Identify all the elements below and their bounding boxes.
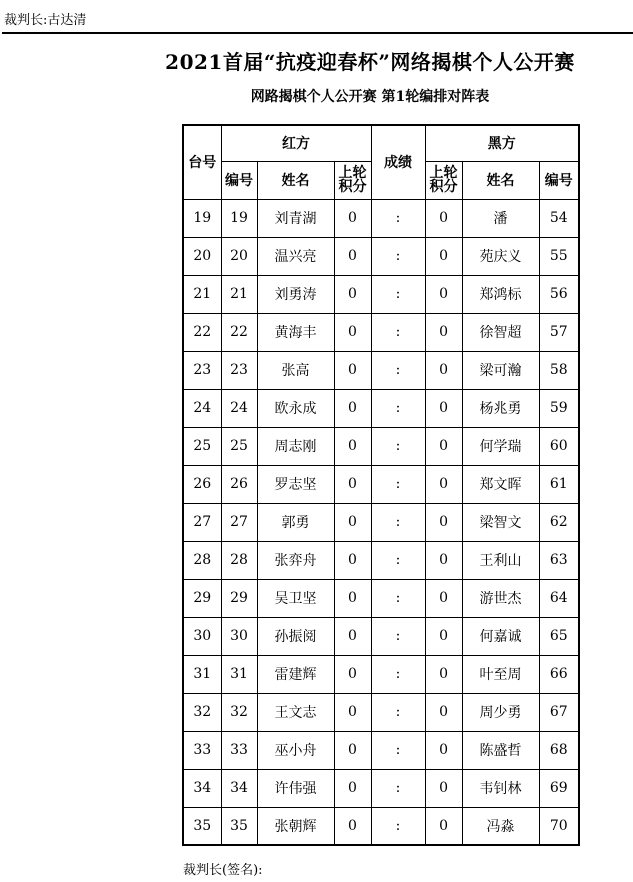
- black-number-cell: 70: [539, 807, 579, 845]
- result-cell: :: [371, 769, 425, 807]
- table-row: [183, 541, 579, 579]
- red-name-cell: 温兴亮: [257, 237, 334, 275]
- result-cell: :: [371, 427, 425, 465]
- table-row: [183, 655, 579, 693]
- red-score-cell: 0: [334, 465, 371, 503]
- black-number-cell: 64: [539, 579, 579, 617]
- red-number-cell: 28: [221, 541, 257, 579]
- result-cell: :: [371, 389, 425, 427]
- red-name-cell: 周志刚: [257, 427, 334, 465]
- red-name-cell: 孙振阅: [257, 617, 334, 655]
- black-number-cell: 65: [539, 617, 579, 655]
- black-name-cell: 何嘉诚: [462, 617, 539, 655]
- black-name-cell: 梁智文: [462, 503, 539, 541]
- black-number-cell: 58: [539, 351, 579, 389]
- black-number-cell: 60: [539, 427, 579, 465]
- table-row: [183, 351, 579, 389]
- red-score-cell: 0: [334, 313, 371, 351]
- red-score-cell: 0: [334, 731, 371, 769]
- black-score-cell: 0: [425, 541, 462, 579]
- result-cell: :: [371, 731, 425, 769]
- red-name-cell: 张高: [257, 351, 334, 389]
- table-no-cell: 34: [183, 769, 221, 807]
- red-score-cell: 0: [334, 503, 371, 541]
- red-name-cell: 许伟强: [257, 769, 334, 807]
- red-score-cell: 0: [334, 389, 371, 427]
- red-number-cell: 27: [221, 503, 257, 541]
- table-row: [183, 617, 579, 655]
- table-no-cell: 21: [183, 275, 221, 313]
- result-cell: :: [371, 579, 425, 617]
- black-number-cell: 68: [539, 731, 579, 769]
- black-name-cell: 郑鸿标: [462, 275, 539, 313]
- red-number-cell: 35: [221, 807, 257, 845]
- table-no-cell: 32: [183, 693, 221, 731]
- result-cell: :: [371, 541, 425, 579]
- red-number-cell: 25: [221, 427, 257, 465]
- header-divider: [2, 32, 633, 34]
- result-cell: :: [371, 237, 425, 275]
- red-number-cell: 23: [221, 351, 257, 389]
- black-score-cell: 0: [425, 199, 462, 237]
- table-row: [183, 503, 579, 541]
- red-number-cell: 22: [221, 313, 257, 351]
- pairing-rows: [183, 199, 579, 845]
- black-score-cell: 0: [425, 617, 462, 655]
- result-cell: :: [371, 617, 425, 655]
- red-number-cell: 30: [221, 617, 257, 655]
- black-name-cell: 郑文晖: [462, 465, 539, 503]
- black-score-cell: 0: [425, 313, 462, 351]
- red-name-cell: 王文志: [257, 693, 334, 731]
- black-name-cell: 周少勇: [462, 693, 539, 731]
- black-name-cell: 何学瑞: [462, 427, 539, 465]
- red-name-cell: 张朝辉: [257, 807, 334, 845]
- table-row: [183, 807, 579, 845]
- black-number-cell: 54: [539, 199, 579, 237]
- result-cell: :: [371, 503, 425, 541]
- red-score-cell: 0: [334, 807, 371, 845]
- table-no-cell: 19: [183, 199, 221, 237]
- result-cell: :: [371, 693, 425, 731]
- black-number-cell: 61: [539, 465, 579, 503]
- table-row: [183, 237, 579, 275]
- red-number-cell: 34: [221, 769, 257, 807]
- header-black-prev-score: 上轮积分: [425, 161, 462, 199]
- table-row: [183, 769, 579, 807]
- table-no-cell: 35: [183, 807, 221, 845]
- table-row: [183, 389, 579, 427]
- red-score-cell: 0: [334, 579, 371, 617]
- result-cell: :: [371, 275, 425, 313]
- header-red-prev-score: 上轮积分: [334, 161, 371, 199]
- header-red-name: 姓名: [257, 161, 334, 199]
- red-name-cell: 刘青湖: [257, 199, 334, 237]
- black-name-cell: 叶至周: [462, 655, 539, 693]
- black-name-cell: 陈盛哲: [462, 731, 539, 769]
- table-no-cell: 33: [183, 731, 221, 769]
- black-name-cell: 梁可瀚: [462, 351, 539, 389]
- red-score-cell: 0: [334, 427, 371, 465]
- document-subtitle: 网路揭棋个人公开赛 第1轮编排对阵表: [250, 89, 490, 105]
- black-score-cell: 0: [425, 275, 462, 313]
- black-score-cell: 0: [425, 503, 462, 541]
- black-score-cell: 0: [425, 237, 462, 275]
- black-number-cell: 55: [539, 237, 579, 275]
- header-result: 成绩: [371, 125, 425, 199]
- black-score-cell: 0: [425, 655, 462, 693]
- red-number-cell: 20: [221, 237, 257, 275]
- table-row: [183, 579, 579, 617]
- referee-header: 裁判长:古达清: [4, 13, 87, 28]
- table-row: [183, 313, 579, 351]
- black-name-cell: 苑庆义: [462, 237, 539, 275]
- red-name-cell: 雷建辉: [257, 655, 334, 693]
- result-cell: :: [371, 351, 425, 389]
- red-number-cell: 26: [221, 465, 257, 503]
- red-name-cell: 张弈舟: [257, 541, 334, 579]
- black-score-cell: 0: [425, 465, 462, 503]
- header-black-side: 黑方: [425, 125, 579, 161]
- red-score-cell: 0: [334, 351, 371, 389]
- table-no-cell: 24: [183, 389, 221, 427]
- red-score-cell: 0: [334, 199, 371, 237]
- red-name-cell: 刘勇涛: [257, 275, 334, 313]
- result-cell: :: [371, 199, 425, 237]
- red-number-cell: 21: [221, 275, 257, 313]
- black-name-cell: 潘: [462, 199, 539, 237]
- header-table-no: 台号: [183, 125, 221, 199]
- red-score-cell: 0: [334, 655, 371, 693]
- table-row: [183, 199, 579, 237]
- black-number-cell: 62: [539, 503, 579, 541]
- document-title: 2021首届“抗疫迎春杯”网络揭棋个人公开赛: [165, 50, 575, 74]
- table-no-cell: 25: [183, 427, 221, 465]
- red-score-cell: 0: [334, 237, 371, 275]
- header-black-name: 姓名: [462, 161, 539, 199]
- table-row: [183, 427, 579, 465]
- table-row: [183, 465, 579, 503]
- table-no-cell: 30: [183, 617, 221, 655]
- red-score-cell: 0: [334, 693, 371, 731]
- black-score-cell: 0: [425, 579, 462, 617]
- black-number-cell: 59: [539, 389, 579, 427]
- signature-label: 裁判长(签名):: [183, 863, 263, 878]
- black-number-cell: 57: [539, 313, 579, 351]
- result-cell: :: [371, 465, 425, 503]
- black-number-cell: 56: [539, 275, 579, 313]
- red-number-cell: 19: [221, 199, 257, 237]
- black-name-cell: 韦钊林: [462, 769, 539, 807]
- red-name-cell: 欧永成: [257, 389, 334, 427]
- result-cell: :: [371, 313, 425, 351]
- black-score-cell: 0: [425, 769, 462, 807]
- black-name-cell: 游世杰: [462, 579, 539, 617]
- table-no-cell: 23: [183, 351, 221, 389]
- red-name-cell: 巫小舟: [257, 731, 334, 769]
- black-number-cell: 63: [539, 541, 579, 579]
- black-score-cell: 0: [425, 351, 462, 389]
- table-row: [183, 275, 579, 313]
- red-score-cell: 0: [334, 275, 371, 313]
- red-score-cell: 0: [334, 617, 371, 655]
- black-score-cell: 0: [425, 389, 462, 427]
- red-name-cell: 罗志坚: [257, 465, 334, 503]
- red-number-cell: 29: [221, 579, 257, 617]
- table-no-cell: 28: [183, 541, 221, 579]
- table-row: [183, 731, 579, 769]
- red-number-cell: 33: [221, 731, 257, 769]
- black-number-cell: 69: [539, 769, 579, 807]
- header-black-number: 编号: [539, 161, 579, 199]
- table-no-cell: 31: [183, 655, 221, 693]
- red-name-cell: 郭勇: [257, 503, 334, 541]
- red-number-cell: 24: [221, 389, 257, 427]
- black-score-cell: 0: [425, 427, 462, 465]
- black-score-cell: 0: [425, 807, 462, 845]
- table-no-cell: 22: [183, 313, 221, 351]
- table-no-cell: 29: [183, 579, 221, 617]
- black-number-cell: 67: [539, 693, 579, 731]
- table-no-cell: 27: [183, 503, 221, 541]
- table-no-cell: 20: [183, 237, 221, 275]
- red-number-cell: 32: [221, 693, 257, 731]
- result-cell: :: [371, 807, 425, 845]
- header-red-side: 红方: [221, 125, 371, 161]
- result-cell: :: [371, 655, 425, 693]
- red-score-cell: 0: [334, 769, 371, 807]
- black-name-cell: 杨兆勇: [462, 389, 539, 427]
- black-number-cell: 66: [539, 655, 579, 693]
- black-name-cell: 王利山: [462, 541, 539, 579]
- black-name-cell: 徐智超: [462, 313, 539, 351]
- red-name-cell: 吴卫坚: [257, 579, 334, 617]
- red-name-cell: 黄海丰: [257, 313, 334, 351]
- table-no-cell: 26: [183, 465, 221, 503]
- pairing-table: [182, 124, 580, 846]
- black-score-cell: 0: [425, 693, 462, 731]
- red-number-cell: 31: [221, 655, 257, 693]
- red-score-cell: 0: [334, 541, 371, 579]
- black-score-cell: 0: [425, 731, 462, 769]
- header-red-number: 编号: [221, 161, 257, 199]
- black-name-cell: 冯淼: [462, 807, 539, 845]
- table-row: [183, 693, 579, 731]
